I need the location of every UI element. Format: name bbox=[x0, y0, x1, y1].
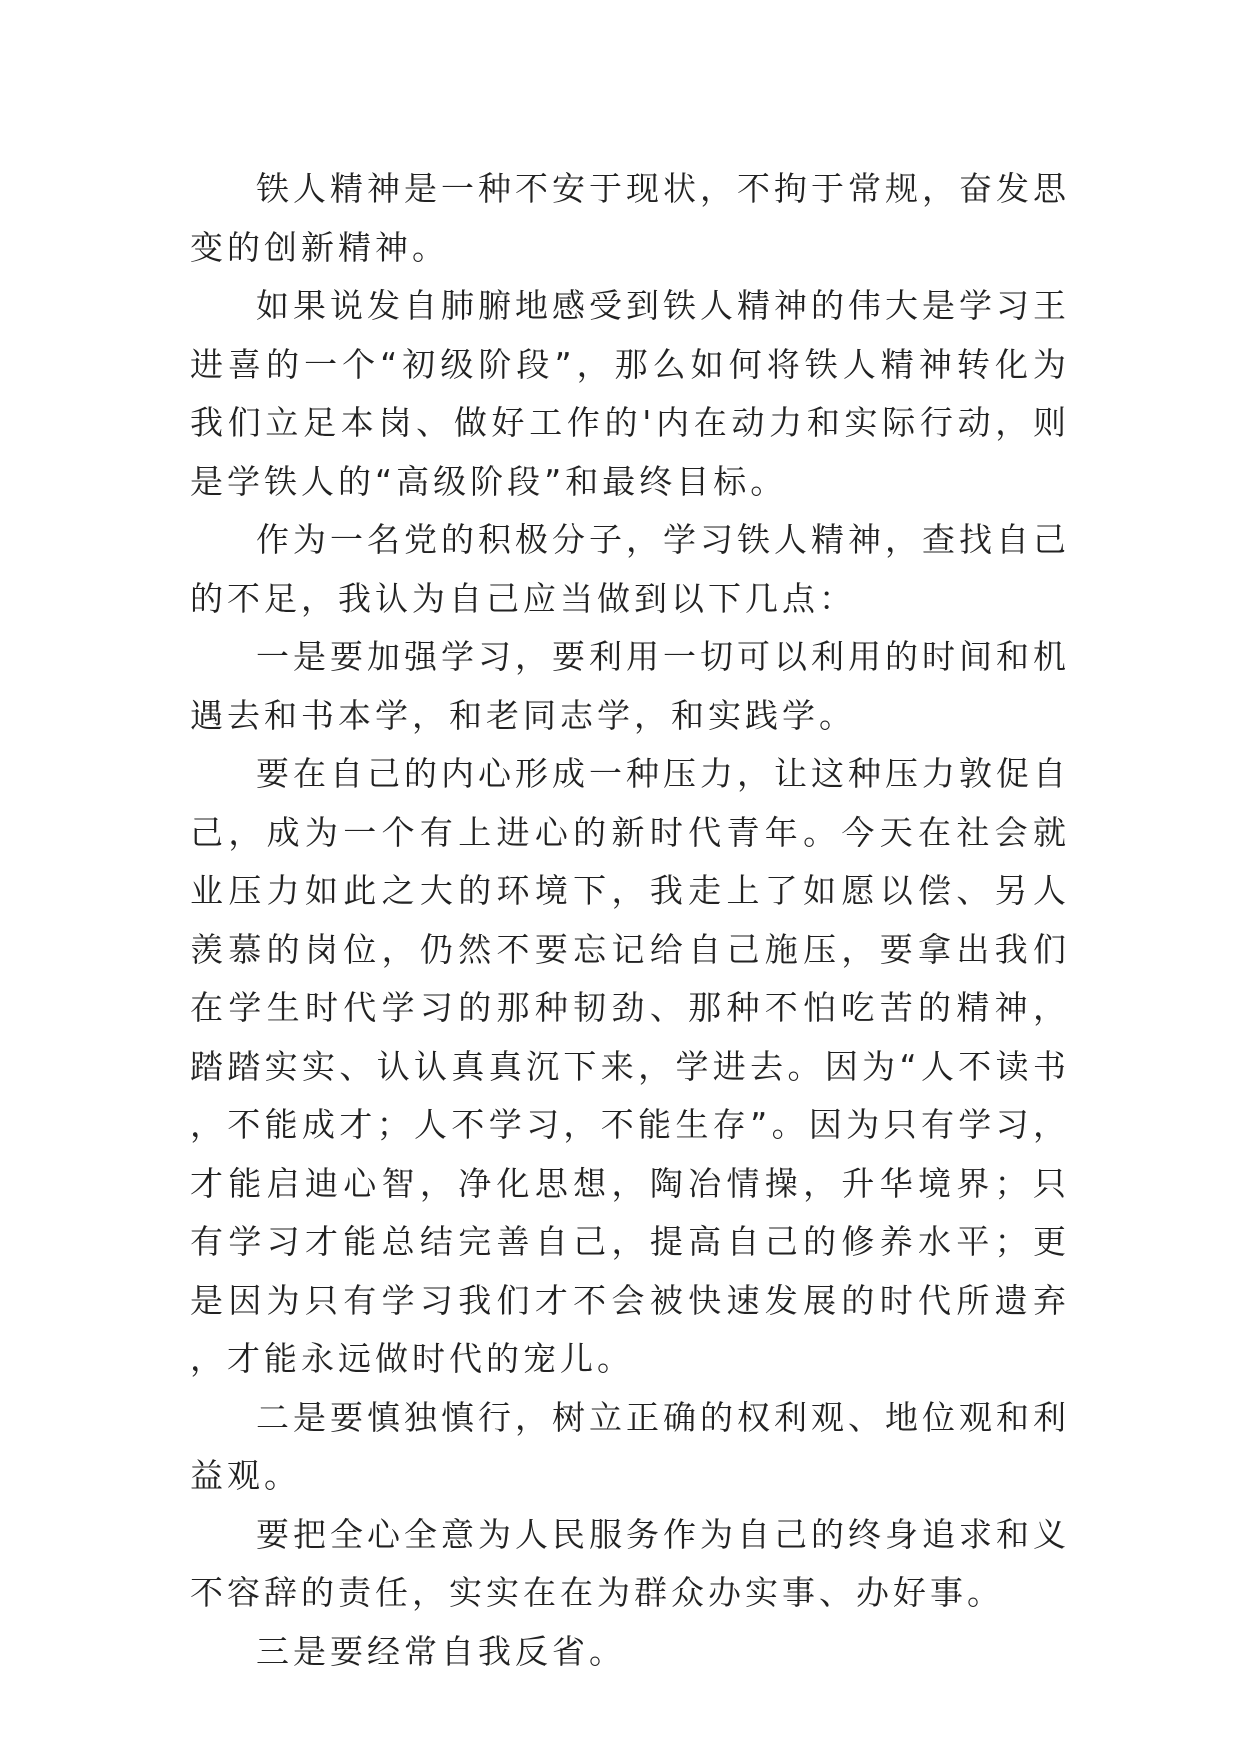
paragraph-3: 作为一名党的积极分子，学习铁人精神，查找自己的不足，我认为自己应当做到以下几点： bbox=[190, 520, 1070, 618]
paragraph-8: 三是要经常自我反省。 bbox=[256, 1631, 626, 1671]
paragraph-2: 如果说发自肺腑地感受到铁人精神的伟大是学习王进喜的一个“初级阶段”，那么如何将铁人精神转化为我们立足本岗、做好工作的'内在动力和实际行动，则是学铁人的“高级阶段”和最终目标。 bbox=[190, 286, 1070, 501]
paragraph-5: 要在自己的内心形成一种压力，让这种压力敦促自己，成为一个有上进心的新时代青年。今天在社会就业压力如此之大的环境下，我走上了如愿以偿、另人羡慕的岗位，仍然不要忘记给自己施压，要拿出我们在学生时代学习的那种韧劲、那种不怕吃苦的精神，踏踏实实、认认真真沉下来，学进去。因为“人不读书，不能成才；人不学习，不能生存”。因为只有学习，才能启迪心智，净化思想，陶冶情操，升华境界；只有学习才能总结完善自己，提高自己的修养水平；更是因为只有学习我们才不会被快速发展的时代所遗弃，才能永远做时代的宠儿。 bbox=[190, 754, 1070, 1378]
paragraph-4: 一是要加强学习，要利用一切可以利用的时间和机遇去和书本学，和老同志学，和实践学。 bbox=[190, 637, 1070, 735]
paragraph-1: 铁人精神是一种不安于现状，不拘于常规，奋发思变的创新精神。 bbox=[190, 169, 1070, 267]
document-body bbox=[190, 160, 1070, 1681]
paragraph-6: 二是要慎独慎行，树立正确的权利观、地位观和利益观。 bbox=[190, 1397, 1070, 1495]
paragraph-7: 要把全心全意为人民服务作为自己的终身追求和义不容辞的责任，实实在在为群众办实事、办好事。 bbox=[190, 1514, 1070, 1612]
